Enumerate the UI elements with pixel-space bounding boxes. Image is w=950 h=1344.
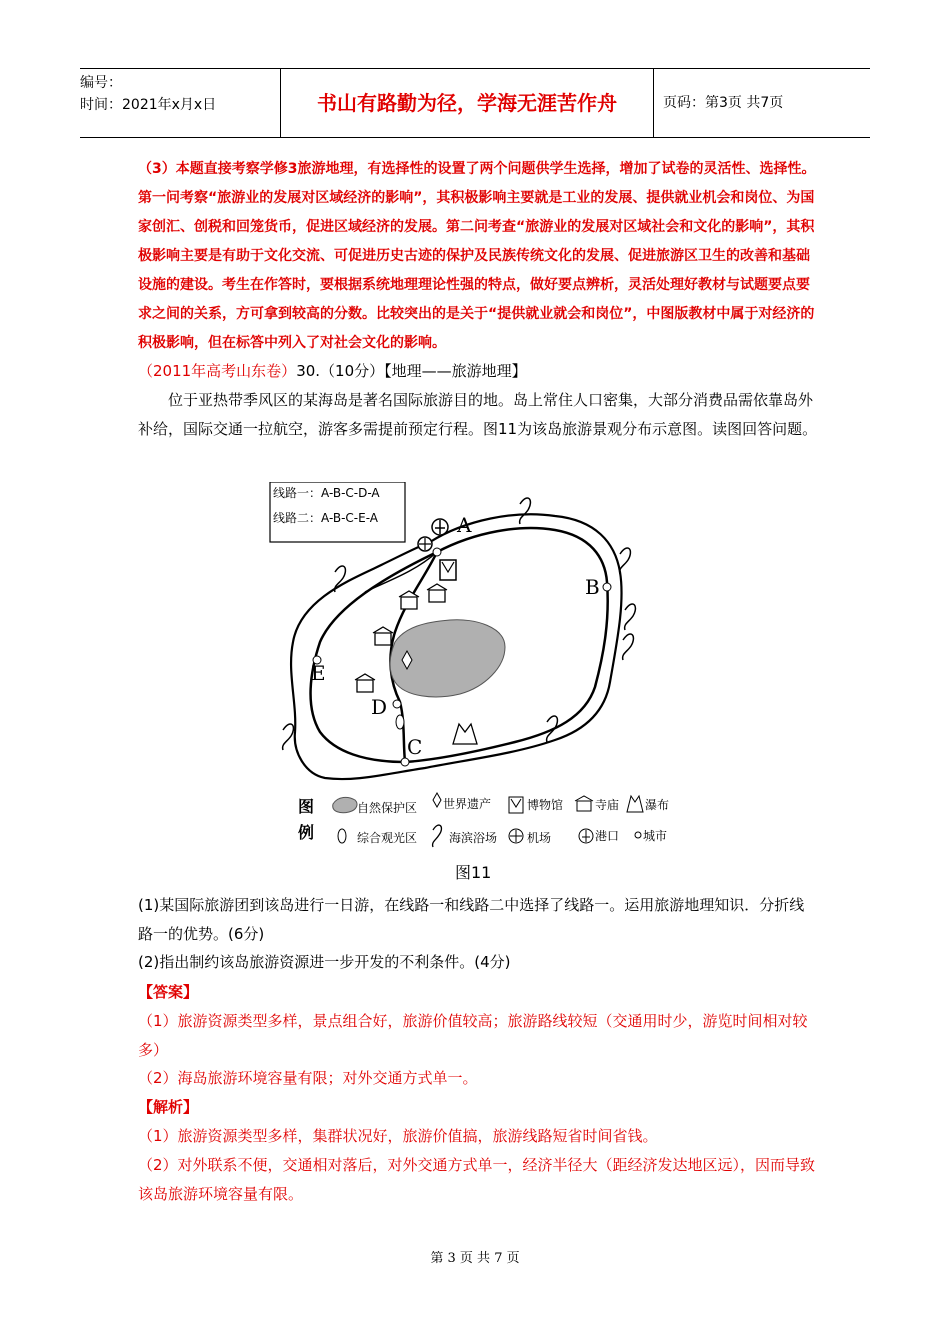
- route1-label: 线路一：A-B-C-D-A: [273, 486, 380, 500]
- scenic-area-icon: [396, 715, 404, 729]
- answer-1: （1）旅游资源类型多样，景点组合好，旅游价值较高；旅游路线较短（交通用时少，游览时间相对较多）: [138, 1012, 808, 1059]
- city-c: [401, 758, 409, 766]
- beach-icon: [625, 604, 636, 630]
- legend-airport: 机场: [527, 831, 552, 845]
- page-footer: 第 3 页 共 7 页: [430, 1251, 520, 1266]
- legend-world-heritage: 世界遗产: [443, 797, 492, 811]
- temple-icon: [355, 674, 375, 692]
- commentary: （3）本题直接考察学修3旅游地理，有选择性的设置了两个问题供学生选择，增加了试卷的灵活性、选择性。第一问考察“旅游业的发展对区域经济的影响”，其积极影响主要就是工业的发展、提供就业机会和岗位、为国家创汇、创税和回笼货币，促进区域经济的发展。第二问考查“旅游业的发展对区域社会和文化的影响”，其积极影响主要是有助于文化交流、可促进历史古迹的保护及民族传统文化的发展、促进旅游区卫生的改善和基础设施的建设。考生在作答时，要根据系统地理理论性强的特点，做好要点辨析，灵活处理好教材与试题要点要求之间的关系，方可拿到较高的分数。比较突出的是关于“提供就业就会和岗位”，中图版教材中属于对经济的积极影响，但在标答中列入了对社会文化的影响。: [138, 161, 816, 351]
- city-d: [393, 700, 401, 708]
- label-d: D: [371, 695, 388, 719]
- question-heading: （2011年高考山东卷）30.（10分）【地理——旅游地理】: [138, 362, 527, 380]
- time-label: 时间：2021年x月x日: [80, 97, 217, 113]
- beach-icon: [620, 548, 631, 574]
- route2-label: 线路二：A-B-C-E-A: [273, 511, 378, 525]
- analysis-heading: 【解析】: [138, 1098, 199, 1116]
- legend-port: 港口: [595, 829, 620, 843]
- header-motto: 书山有路勤为径，学海无涯苦作舟: [281, 69, 654, 137]
- label-c: C: [407, 735, 423, 759]
- number-label: 编号：: [80, 75, 122, 91]
- label-e: E: [311, 661, 326, 685]
- page-header: [80, 68, 870, 138]
- question-1: (1)某国际旅游团到该岛进行一日游，在线路一和线路二中选择了线路一。运用旅游地理知识．分折线路一的优势。(6分): [138, 896, 805, 943]
- temple-icon: [373, 627, 393, 645]
- legend-beach: 海滨浴场: [449, 831, 498, 845]
- legend-nature-reserve: 自然保护区: [357, 801, 418, 815]
- question-stem: 位于亚热带季风区的某海岛是著名国际旅游目的地。岛上常住人口密集，大部分消费品需依靠岛外补给，国际交通一拉航空，游客多需提前预定行程。图11为该岛旅游景观分布示意图。读图回答问题。: [138, 391, 818, 438]
- figure-caption: 图11: [455, 863, 492, 882]
- waterfall-icon: [453, 724, 477, 744]
- header-meta: [80, 69, 281, 137]
- label-b: B: [585, 575, 600, 599]
- analysis-2: （2）对外联系不便，交通相对落后，对外交通方式单一，经济半径大（距经济发达地区远），因而导致该岛旅游环境容量有限。: [138, 1156, 816, 1203]
- legend-city: 城市: [643, 829, 668, 843]
- page-indicator: 页码：第3页 共7页: [663, 95, 784, 111]
- legend-scenic-area: 综合观光区: [357, 831, 418, 845]
- beach-icon: [623, 634, 634, 660]
- temple-icon: [399, 591, 419, 609]
- legend-title-1: 图: [298, 797, 315, 816]
- city-b: [603, 583, 611, 591]
- answer-2: （2）海岛旅游环境容量有限；对外交通方式单一。: [138, 1069, 478, 1087]
- legend-title-2: 例: [298, 823, 315, 842]
- legend-temple: 寺庙: [595, 798, 620, 812]
- question-2: (2)指出制约该岛旅游资源进一步开发的不利条件。(4分): [138, 953, 511, 971]
- answer-heading: 【答案】: [138, 983, 199, 1001]
- legend-waterfall: 瀑布: [645, 798, 670, 812]
- beach-icon: [520, 498, 531, 524]
- city-a: [433, 548, 441, 556]
- legend-museum: 博物馆: [527, 798, 564, 812]
- beach-icon: [283, 724, 294, 750]
- temple-icon: [427, 584, 447, 602]
- analysis-1: （1）旅游资源类型多样，集群状况好，旅游价值搞，旅游线路短省时间省钱。: [138, 1127, 658, 1145]
- label-a: A: [457, 513, 472, 537]
- island-map: [265, 482, 675, 852]
